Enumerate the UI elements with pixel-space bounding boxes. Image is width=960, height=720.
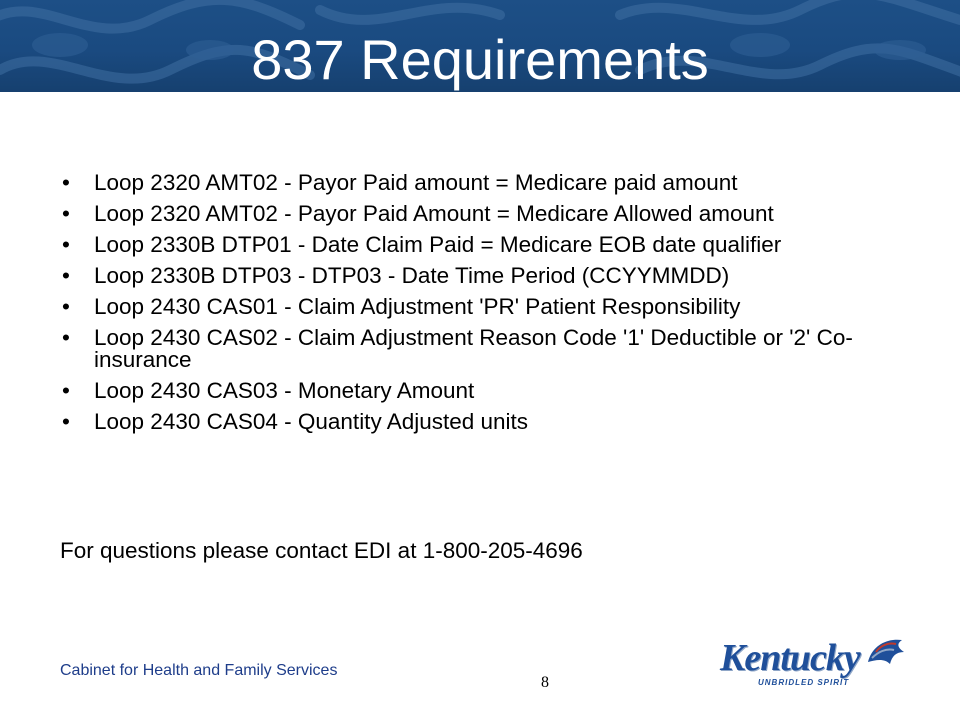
bullet-text: Loop 2430 CAS04 - Quantity Adjusted units bbox=[94, 409, 529, 434]
bullet-text: Loop 2320 AMT02 - Payor Paid amount = Medicare paid amount bbox=[94, 170, 738, 195]
list-item bbox=[62, 296, 912, 318]
list-item bbox=[62, 234, 912, 256]
logo-tagline: UNBRIDLED SPIRIT bbox=[758, 678, 850, 687]
bullet-text: Loop 2330B DTP01 - Date Claim Paid = Medicare EOB date qualifier bbox=[94, 232, 782, 257]
bullet-icon: • bbox=[62, 325, 70, 350]
bullet-icon: • bbox=[62, 201, 70, 226]
header-banner bbox=[0, 0, 960, 92]
footer-organization: Cabinet for Health and Family Services bbox=[60, 662, 338, 679]
page-number: 8 bbox=[541, 674, 549, 691]
slide-title: 837 Requirements bbox=[251, 28, 709, 91]
requirements-list bbox=[62, 172, 912, 442]
bullet-icon: • bbox=[62, 378, 70, 403]
list-item bbox=[62, 380, 912, 402]
list-item bbox=[62, 172, 912, 194]
bullet-icon: • bbox=[62, 294, 70, 319]
contact-line: For questions please contact EDI at 1-800-205-4696 bbox=[60, 538, 583, 563]
bullet-icon: • bbox=[62, 409, 70, 434]
bullet-icon: • bbox=[62, 263, 70, 288]
kentucky-logo bbox=[712, 632, 907, 698]
list-item bbox=[62, 327, 912, 371]
logo-wordmark: Kentucky bbox=[720, 637, 860, 679]
list-item bbox=[62, 411, 912, 433]
list-item bbox=[62, 265, 912, 287]
bullet-icon: • bbox=[62, 170, 70, 195]
bullet-text: Loop 2430 CAS03 - Monetary Amount bbox=[94, 378, 475, 403]
bullet-text: Loop 2320 AMT02 - Payor Paid Amount = Medicare Allowed amount bbox=[94, 201, 774, 226]
bullet-text: Loop 2330B DTP03 - DTP03 - Date Time Period (CCYYMMDD) bbox=[94, 263, 730, 288]
list-item bbox=[62, 203, 912, 225]
horse-icon bbox=[862, 632, 908, 678]
bullet-text: Loop 2430 CAS01 - Claim Adjustment 'PR' Patient Responsibility bbox=[94, 294, 741, 319]
bullet-icon: • bbox=[62, 232, 70, 257]
bullet-text: Loop 2430 CAS02 - Claim Adjustment Reason Code '1' Deductible or '2' Co-insurance bbox=[94, 325, 853, 372]
